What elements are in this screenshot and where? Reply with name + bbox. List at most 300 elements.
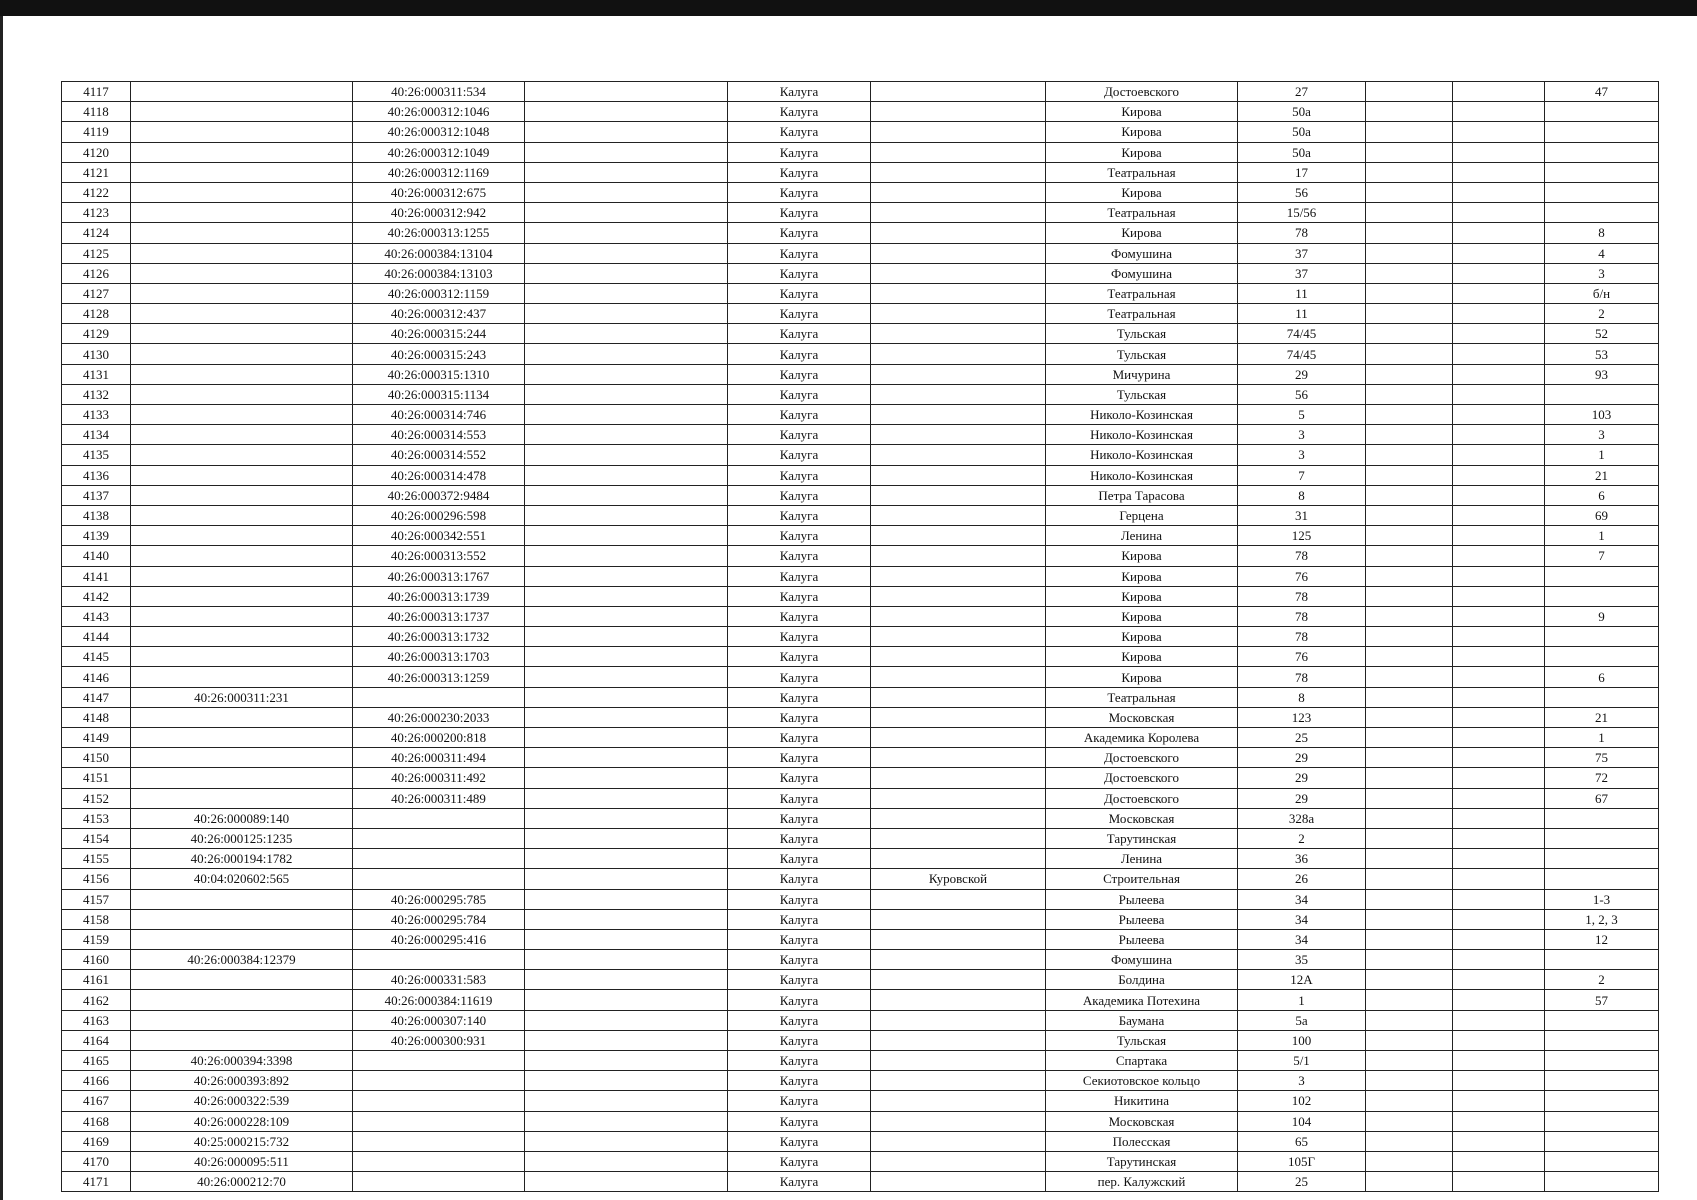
cell-street: Театральная: [1046, 304, 1238, 324]
cell-city: Калуга: [728, 485, 871, 505]
cell-street: Секиотовское кольцо: [1046, 1071, 1238, 1091]
table-row: [62, 505, 1659, 525]
table-row: [62, 162, 1659, 182]
cell-row-number: 4144: [62, 627, 131, 647]
cell-cadastral-number-land: 40:26:000089:140: [131, 808, 353, 828]
cell-building: [1366, 667, 1453, 687]
cell-extra-info: [525, 122, 728, 142]
cell-street: Николо-Козинская: [1046, 405, 1238, 425]
cell-extra-info: [525, 223, 728, 243]
table-row: [62, 788, 1659, 808]
cell-apartment: 52: [1545, 324, 1659, 344]
cell-cadastral-number-land: [131, 1010, 353, 1030]
cell-house-number: 125: [1238, 526, 1366, 546]
cell-house-number: 7: [1238, 465, 1366, 485]
cell-house-number: 29: [1238, 768, 1366, 788]
cell-cadastral-number-land: [131, 283, 353, 303]
cell-settlement: [871, 102, 1046, 122]
cell-cadastral-number-building: 40:26:000315:243: [353, 344, 525, 364]
cell-row-number: 4139: [62, 526, 131, 546]
cell-street: Рылеева: [1046, 889, 1238, 909]
cell-structure: [1453, 1131, 1545, 1151]
cell-settlement: [871, 1091, 1046, 1111]
cell-cadastral-number-building: 40:26:000314:553: [353, 425, 525, 445]
cell-house-number: 78: [1238, 667, 1366, 687]
cell-street: Кирова: [1046, 566, 1238, 586]
cell-street: Николо-Козинская: [1046, 425, 1238, 445]
cell-apartment: 6: [1545, 485, 1659, 505]
cell-house-number: 11: [1238, 283, 1366, 303]
cell-settlement: [871, 929, 1046, 949]
cell-extra-info: [525, 909, 728, 929]
cell-row-number: 4154: [62, 828, 131, 848]
cell-apartment: 9: [1545, 606, 1659, 626]
cell-cadastral-number-building: 40:26:000313:1255: [353, 223, 525, 243]
cell-row-number: 4155: [62, 849, 131, 869]
cell-structure: [1453, 808, 1545, 828]
cell-street: Театральная: [1046, 162, 1238, 182]
cell-extra-info: [525, 1071, 728, 1091]
cell-city: Калуга: [728, 122, 871, 142]
cell-building: [1366, 304, 1453, 324]
cell-street: Кирова: [1046, 102, 1238, 122]
cell-cadastral-number-land: [131, 102, 353, 122]
cell-cadastral-number-land: [131, 485, 353, 505]
cell-cadastral-number-land: [131, 405, 353, 425]
cell-row-number: 4150: [62, 748, 131, 768]
cell-structure: [1453, 849, 1545, 869]
cell-city: Калуга: [728, 304, 871, 324]
scan-top-border: [0, 0, 1697, 16]
cell-cadastral-number-building: 40:26:000314:552: [353, 445, 525, 465]
cell-structure: [1453, 162, 1545, 182]
cell-cadastral-number-land: 40:26:000212:70: [131, 1172, 353, 1192]
cell-extra-info: [525, 728, 728, 748]
table-row: [62, 82, 1659, 102]
cell-house-number: 27: [1238, 82, 1366, 102]
cell-apartment: 1: [1545, 526, 1659, 546]
table-row: [62, 929, 1659, 949]
cell-row-number: 4152: [62, 788, 131, 808]
cell-cadastral-number-building: 40:26:000313:1259: [353, 667, 525, 687]
cell-structure: [1453, 485, 1545, 505]
cell-extra-info: [525, 1010, 728, 1030]
cell-settlement: [871, 425, 1046, 445]
cell-cadastral-number-land: [131, 748, 353, 768]
cell-row-number: 4151: [62, 768, 131, 788]
cell-cadastral-number-building: [353, 1172, 525, 1192]
cell-cadastral-number-building: [353, 808, 525, 828]
cell-building: [1366, 950, 1453, 970]
cell-apartment: 1-3: [1545, 889, 1659, 909]
cell-street: Достоевского: [1046, 768, 1238, 788]
cell-extra-info: [525, 748, 728, 768]
cell-extra-info: [525, 546, 728, 566]
cell-apartment: [1545, 1010, 1659, 1030]
cell-apartment: 75: [1545, 748, 1659, 768]
cell-structure: [1453, 929, 1545, 949]
cell-row-number: 4133: [62, 405, 131, 425]
cell-cadastral-number-building: 40:26:000313:1739: [353, 586, 525, 606]
cell-building: [1366, 263, 1453, 283]
cell-apartment: 1, 2, 3: [1545, 909, 1659, 929]
cell-apartment: [1545, 142, 1659, 162]
cell-cadastral-number-building: [353, 1091, 525, 1111]
table-row: [62, 1151, 1659, 1171]
cell-building: [1366, 526, 1453, 546]
cell-extra-info: [525, 586, 728, 606]
cell-structure: [1453, 586, 1545, 606]
cell-city: Калуга: [728, 647, 871, 667]
cell-building: [1366, 243, 1453, 263]
cell-cadastral-number-building: [353, 849, 525, 869]
cell-street: Кирова: [1046, 627, 1238, 647]
table-row: [62, 1091, 1659, 1111]
cell-house-number: 36: [1238, 849, 1366, 869]
cell-city: Калуга: [728, 384, 871, 404]
cell-house-number: 3: [1238, 445, 1366, 465]
cell-settlement: [871, 344, 1046, 364]
table-row: [62, 445, 1659, 465]
cell-settlement: [871, 1030, 1046, 1050]
cell-apartment: [1545, 1131, 1659, 1151]
cell-apartment: [1545, 1030, 1659, 1050]
cell-apartment: 8: [1545, 223, 1659, 243]
cell-settlement: [871, 526, 1046, 546]
cell-apartment: [1545, 1172, 1659, 1192]
cell-cadastral-number-building: [353, 869, 525, 889]
cell-street: Тульская: [1046, 344, 1238, 364]
cell-cadastral-number-land: 40:26:000384:12379: [131, 950, 353, 970]
cell-house-number: 5/1: [1238, 1051, 1366, 1071]
cell-cadastral-number-building: 40:26:000300:931: [353, 1030, 525, 1050]
cell-city: Калуга: [728, 667, 871, 687]
cell-row-number: 4117: [62, 82, 131, 102]
cell-cadastral-number-land: [131, 465, 353, 485]
cell-settlement: [871, 1111, 1046, 1131]
cell-extra-info: [525, 768, 728, 788]
cell-house-number: 8: [1238, 687, 1366, 707]
cell-house-number: 12А: [1238, 970, 1366, 990]
cell-house-number: 123: [1238, 707, 1366, 727]
cell-extra-info: [525, 1051, 728, 1071]
cell-structure: [1453, 606, 1545, 626]
cell-cadastral-number-land: 40:26:000322:539: [131, 1091, 353, 1111]
cell-apartment: [1545, 687, 1659, 707]
cell-structure: [1453, 1172, 1545, 1192]
cell-street: Спартака: [1046, 1051, 1238, 1071]
cell-building: [1366, 162, 1453, 182]
property-registry-table: [61, 81, 1659, 1192]
cell-city: Калуга: [728, 82, 871, 102]
cell-cadastral-number-land: [131, 667, 353, 687]
cell-extra-info: [525, 1131, 728, 1151]
cell-apartment: [1545, 1071, 1659, 1091]
cell-building: [1366, 606, 1453, 626]
cell-row-number: 4165: [62, 1051, 131, 1071]
cell-structure: [1453, 1071, 1545, 1091]
cell-row-number: 4120: [62, 142, 131, 162]
cell-city: Калуга: [728, 162, 871, 182]
cell-city: Калуга: [728, 828, 871, 848]
cell-street: Кирова: [1046, 546, 1238, 566]
cell-row-number: 4138: [62, 505, 131, 525]
cell-house-number: 15/56: [1238, 203, 1366, 223]
cell-city: Калуга: [728, 182, 871, 202]
table-row: [62, 526, 1659, 546]
cell-settlement: [871, 667, 1046, 687]
cell-cadastral-number-land: [131, 203, 353, 223]
cell-city: Калуга: [728, 425, 871, 445]
cell-building: [1366, 889, 1453, 909]
cell-cadastral-number-building: 40:26:000384:13104: [353, 243, 525, 263]
cell-city: Калуга: [728, 1051, 871, 1071]
table-row: [62, 102, 1659, 122]
cell-settlement: [871, 182, 1046, 202]
cell-city: Калуга: [728, 526, 871, 546]
cell-city: Калуга: [728, 869, 871, 889]
cell-extra-info: [525, 203, 728, 223]
cell-city: Калуга: [728, 929, 871, 949]
cell-settlement: [871, 849, 1046, 869]
cell-cadastral-number-land: [131, 162, 353, 182]
cell-settlement: [871, 950, 1046, 970]
cell-street: Кирова: [1046, 223, 1238, 243]
cell-apartment: [1545, 808, 1659, 828]
cell-building: [1366, 1030, 1453, 1050]
cell-house-number: 102: [1238, 1091, 1366, 1111]
cell-city: Калуга: [728, 950, 871, 970]
cell-street: Академика Королева: [1046, 728, 1238, 748]
cell-apartment: 21: [1545, 707, 1659, 727]
cell-house-number: 74/45: [1238, 344, 1366, 364]
cell-cadastral-number-building: 40:26:000312:1046: [353, 102, 525, 122]
cell-street: Петра Тарасова: [1046, 485, 1238, 505]
cell-house-number: 2: [1238, 828, 1366, 848]
cell-settlement: [871, 223, 1046, 243]
cell-house-number: 104: [1238, 1111, 1366, 1131]
table-row: [62, 1111, 1659, 1131]
cell-house-number: 34: [1238, 929, 1366, 949]
table-row: [62, 304, 1659, 324]
cell-street: Кирова: [1046, 647, 1238, 667]
cell-cadastral-number-land: 40:04:020602:565: [131, 869, 353, 889]
cell-cadastral-number-land: [131, 606, 353, 626]
cell-house-number: 25: [1238, 1172, 1366, 1192]
cell-apartment: 7: [1545, 546, 1659, 566]
cell-street: Рылеева: [1046, 929, 1238, 949]
cell-extra-info: [525, 667, 728, 687]
cell-cadastral-number-building: 40:26:000295:784: [353, 909, 525, 929]
cell-city: Калуга: [728, 324, 871, 344]
cell-cadastral-number-building: 40:26:000313:1703: [353, 647, 525, 667]
cell-row-number: 4164: [62, 1030, 131, 1050]
cell-row-number: 4121: [62, 162, 131, 182]
scan-left-border: [0, 16, 3, 1200]
cell-cadastral-number-building: 40:26:000342:551: [353, 526, 525, 546]
cell-apartment: 2: [1545, 970, 1659, 990]
cell-city: Калуга: [728, 1172, 871, 1192]
cell-settlement: [871, 808, 1046, 828]
table-row: [62, 869, 1659, 889]
cell-building: [1366, 324, 1453, 344]
cell-cadastral-number-building: [353, 828, 525, 848]
cell-street: Достоевского: [1046, 82, 1238, 102]
cell-city: Калуга: [728, 263, 871, 283]
table-row: [62, 889, 1659, 909]
cell-extra-info: [525, 162, 728, 182]
cell-street: Театральная: [1046, 687, 1238, 707]
table-row: [62, 768, 1659, 788]
cell-building: [1366, 1111, 1453, 1131]
cell-street: Фомушина: [1046, 950, 1238, 970]
cell-cadastral-number-land: [131, 929, 353, 949]
cell-settlement: [871, 445, 1046, 465]
cell-settlement: [871, 748, 1046, 768]
cell-building: [1366, 828, 1453, 848]
cell-settlement: [871, 788, 1046, 808]
cell-settlement: [871, 970, 1046, 990]
cell-row-number: 4131: [62, 364, 131, 384]
cell-structure: [1453, 405, 1545, 425]
cell-apartment: 3: [1545, 425, 1659, 445]
cell-row-number: 4171: [62, 1172, 131, 1192]
cell-city: Калуга: [728, 566, 871, 586]
cell-apartment: [1545, 647, 1659, 667]
cell-cadastral-number-land: 40:26:000095:511: [131, 1151, 353, 1171]
cell-street: Тульская: [1046, 384, 1238, 404]
table-row: [62, 586, 1659, 606]
cell-structure: [1453, 768, 1545, 788]
cell-structure: [1453, 1030, 1545, 1050]
cell-building: [1366, 1091, 1453, 1111]
cell-row-number: 4160: [62, 950, 131, 970]
cell-cadastral-number-land: [131, 142, 353, 162]
cell-cadastral-number-building: 40:26:000331:583: [353, 970, 525, 990]
cell-city: Калуга: [728, 990, 871, 1010]
cell-extra-info: [525, 364, 728, 384]
cell-settlement: [871, 990, 1046, 1010]
cell-apartment: [1545, 162, 1659, 182]
cell-row-number: 4143: [62, 606, 131, 626]
cell-cadastral-number-land: [131, 909, 353, 929]
cell-apartment: [1545, 849, 1659, 869]
cell-cadastral-number-building: 40:26:000312:437: [353, 304, 525, 324]
table-row: [62, 465, 1659, 485]
cell-city: Калуга: [728, 687, 871, 707]
cell-structure: [1453, 82, 1545, 102]
cell-settlement: [871, 647, 1046, 667]
cell-structure: [1453, 1051, 1545, 1071]
cell-house-number: 34: [1238, 889, 1366, 909]
cell-settlement: [871, 364, 1046, 384]
cell-cadastral-number-land: [131, 586, 353, 606]
cell-building: [1366, 990, 1453, 1010]
cell-row-number: 4129: [62, 324, 131, 344]
cell-building: [1366, 344, 1453, 364]
cell-settlement: [871, 728, 1046, 748]
cell-extra-info: [525, 687, 728, 707]
cell-house-number: 328а: [1238, 808, 1366, 828]
cell-house-number: 74/45: [1238, 324, 1366, 344]
cell-settlement: [871, 909, 1046, 929]
cell-building: [1366, 970, 1453, 990]
cell-cadastral-number-building: 40:26:000295:785: [353, 889, 525, 909]
cell-extra-info: [525, 990, 728, 1010]
cell-cadastral-number-land: [131, 707, 353, 727]
cell-house-number: 1: [1238, 990, 1366, 1010]
cell-cadastral-number-land: [131, 505, 353, 525]
cell-cadastral-number-land: [131, 344, 353, 364]
cell-structure: [1453, 384, 1545, 404]
table-row: [62, 606, 1659, 626]
cell-street: Ленина: [1046, 849, 1238, 869]
cell-row-number: 4146: [62, 667, 131, 687]
cell-structure: [1453, 425, 1545, 445]
cell-building: [1366, 182, 1453, 202]
cell-row-number: 4166: [62, 1071, 131, 1091]
cell-cadastral-number-building: 40:26:000312:1159: [353, 283, 525, 303]
cell-settlement: [871, 889, 1046, 909]
cell-building: [1366, 425, 1453, 445]
table-row: [62, 808, 1659, 828]
cell-apartment: [1545, 1051, 1659, 1071]
cell-city: Калуга: [728, 223, 871, 243]
cell-apartment: 47: [1545, 82, 1659, 102]
cell-cadastral-number-building: 40:26:000311:492: [353, 768, 525, 788]
cell-row-number: 4136: [62, 465, 131, 485]
cell-row-number: 4153: [62, 808, 131, 828]
cell-cadastral-number-land: [131, 304, 353, 324]
cell-structure: [1453, 869, 1545, 889]
cell-house-number: 56: [1238, 182, 1366, 202]
cell-extra-info: [525, 465, 728, 485]
table-row: [62, 667, 1659, 687]
cell-building: [1366, 768, 1453, 788]
cell-extra-info: [525, 606, 728, 626]
cell-structure: [1453, 687, 1545, 707]
cell-structure: [1453, 203, 1545, 223]
cell-row-number: 4130: [62, 344, 131, 364]
cell-apartment: 53: [1545, 344, 1659, 364]
cell-apartment: [1545, 566, 1659, 586]
cell-building: [1366, 748, 1453, 768]
cell-row-number: 4123: [62, 203, 131, 223]
cell-house-number: 100: [1238, 1030, 1366, 1050]
cell-cadastral-number-land: [131, 445, 353, 465]
cell-settlement: [871, 828, 1046, 848]
cell-street: Достоевского: [1046, 788, 1238, 808]
cell-row-number: 4147: [62, 687, 131, 707]
cell-cadastral-number-land: [131, 324, 353, 344]
cell-street: Баумана: [1046, 1010, 1238, 1030]
cell-apartment: 1: [1545, 445, 1659, 465]
cell-house-number: 29: [1238, 788, 1366, 808]
cell-city: Калуга: [728, 243, 871, 263]
cell-settlement: [871, 505, 1046, 525]
table-row: [62, 1131, 1659, 1151]
cell-settlement: [871, 243, 1046, 263]
cell-house-number: 3: [1238, 425, 1366, 445]
cell-street: Кирова: [1046, 586, 1238, 606]
cell-extra-info: [525, 869, 728, 889]
cell-street: Тульская: [1046, 324, 1238, 344]
cell-extra-info: [525, 324, 728, 344]
cell-house-number: 26: [1238, 869, 1366, 889]
cell-settlement: [871, 465, 1046, 485]
cell-cadastral-number-land: [131, 82, 353, 102]
cell-row-number: 4162: [62, 990, 131, 1010]
